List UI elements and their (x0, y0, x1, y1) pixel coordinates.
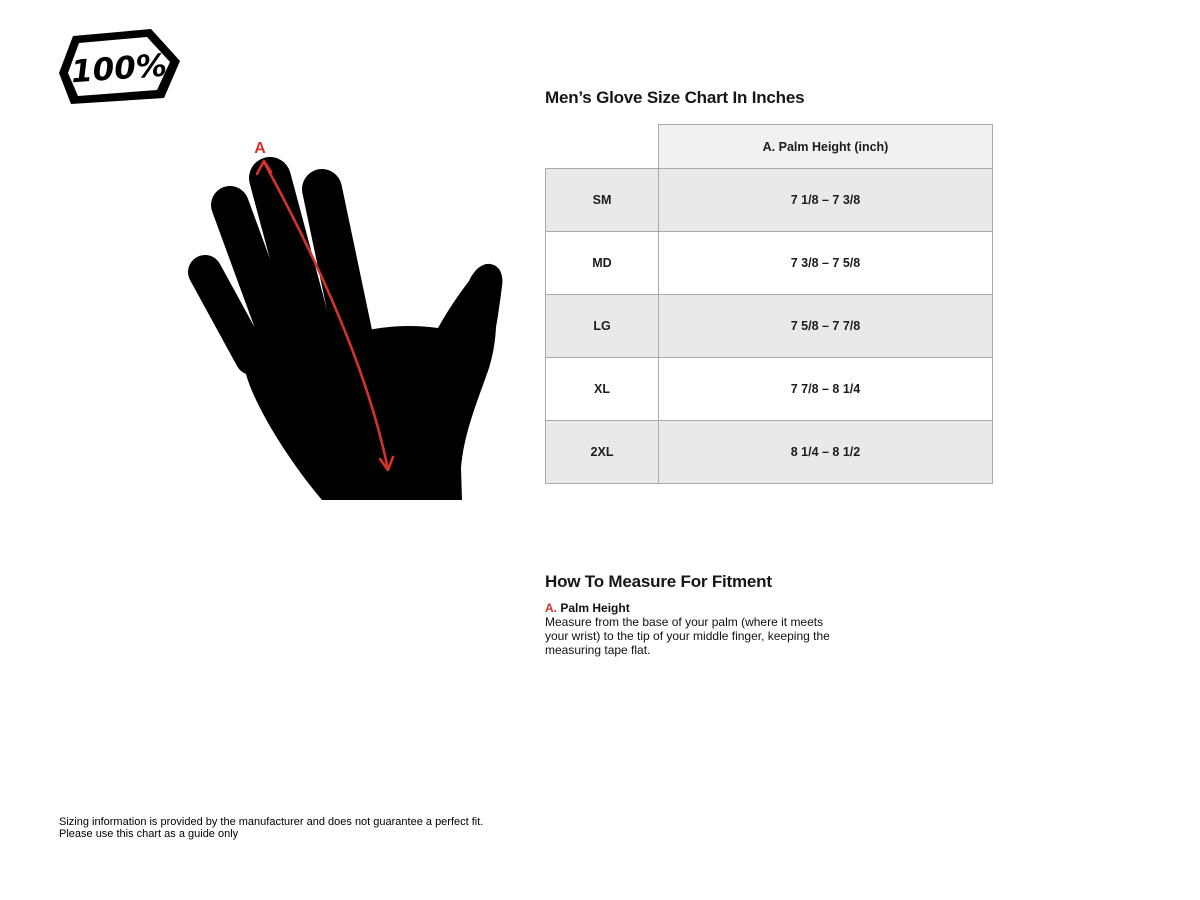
size-label: LG (546, 295, 659, 358)
measurement-label-a: A (254, 140, 266, 157)
blank-corner-cell (546, 125, 659, 169)
disclaimer-line-2: Please use this chart as a guide only (59, 828, 239, 841)
measure-item-letter: A. (545, 601, 557, 615)
brand-logo (58, 29, 184, 109)
sizing-disclaimer (59, 816, 483, 841)
size-label: SM (546, 169, 659, 232)
brand-logo-icon (58, 29, 184, 109)
measure-item-description: Measure from the base of your palm (where it meets your wrist) to the tip of your middle finger, keeping the measuring tape flat. (545, 615, 830, 657)
palm-height-value: 7 7/8 – 8 1/4 (659, 358, 993, 421)
size-label: MD (546, 232, 659, 295)
size-label: XL (546, 358, 659, 421)
size-row-2xl (546, 421, 993, 484)
measure-item-name: Palm Height (560, 601, 630, 615)
brand-logo-text: 100% (69, 47, 169, 91)
glove-silhouette-icon (170, 118, 510, 508)
palm-height-value: 7 3/8 – 7 5/8 (659, 232, 993, 295)
size-row-xl (546, 358, 993, 421)
measure-item-title (545, 601, 857, 615)
size-chart-title: Men’s Glove Size Chart In Inches (545, 88, 805, 107)
size-row-sm (546, 169, 993, 232)
disclaimer-line-1: Sizing information is provided by the manufacturer and does not guarantee a perfect fit. (59, 816, 484, 828)
how-to-measure-heading: How To Measure For Fitment (545, 572, 772, 591)
palm-height-value: 7 1/8 – 7 3/8 (659, 169, 993, 232)
size-chart-table (545, 124, 993, 484)
size-row-lg (546, 295, 993, 358)
palm-height-value: 8 1/4 – 8 1/2 (659, 421, 993, 484)
how-to-measure-section (545, 572, 857, 657)
size-chart-section (545, 88, 992, 484)
column-header-palm-height: A. Palm Height (inch) (659, 125, 993, 169)
palm-height-value: 7 5/8 – 7 7/8 (659, 295, 993, 358)
size-chart-header-row (546, 125, 993, 169)
size-label: 2XL (546, 421, 659, 484)
glove-measurement-diagram (170, 118, 510, 508)
size-row-md (546, 232, 993, 295)
